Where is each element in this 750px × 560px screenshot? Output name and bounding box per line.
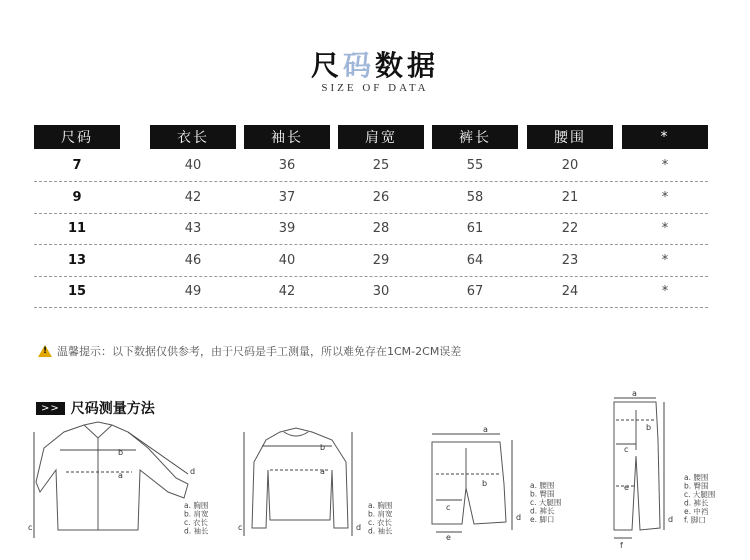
notice-text: 温馨提示：以下数据仅供参考，由于尺码是手工测量，所以难免存在1CM-2CM误差 — [57, 345, 462, 358]
table-header-cell: 袖长 — [244, 125, 330, 149]
table-cell: 28 — [372, 221, 390, 236]
legend-item: d. 袖长 — [368, 526, 393, 536]
table-row — [34, 276, 708, 308]
legend-item: e. 脚口 — [530, 515, 555, 524]
legend-item: d. 裤长 — [530, 506, 555, 516]
table-cell: 21 — [561, 189, 579, 205]
sweater-illustration — [252, 428, 348, 528]
legend-item: d. 裤长 — [684, 498, 709, 508]
page-subtitle: SIZE OF DATA — [321, 82, 429, 94]
table-header-cell: 裤长 — [432, 125, 518, 149]
table-cell: 23 — [561, 252, 579, 268]
table-cell: 26 — [372, 189, 390, 205]
legend-item: f. 脚口 — [684, 515, 706, 525]
label-d: d — [516, 513, 522, 522]
table-header-cell: * — [622, 125, 708, 149]
shorts-illustration — [432, 442, 506, 524]
table-cell: 22 — [561, 221, 579, 236]
table-cell: 55 — [466, 158, 484, 173]
label-f: f — [620, 541, 623, 550]
label-e: e — [624, 483, 629, 492]
table-cell: 40 — [278, 252, 296, 268]
table-cell: 30 — [372, 284, 390, 299]
table-cell: * — [661, 158, 669, 173]
table-cell: 7 — [72, 158, 82, 173]
legend-item: b. 臀围 — [684, 481, 709, 491]
label-d: d — [668, 515, 674, 524]
table-cell: * — [661, 284, 669, 299]
table-header-cell: 肩宽 — [338, 125, 424, 149]
table-cell: 39 — [278, 221, 296, 236]
table-cell: 20 — [561, 158, 579, 173]
legend-item: c. 大腿围 — [684, 490, 716, 499]
table-cell: 61 — [466, 221, 484, 236]
legend-item: c. 大腿围 — [530, 498, 562, 507]
table-row — [34, 245, 708, 277]
legend-item: d. 袖长 — [184, 526, 209, 536]
table-cell: 13 — [67, 252, 87, 268]
table-cell: 64 — [466, 252, 484, 268]
label-b: b — [482, 479, 488, 488]
label-a: a — [320, 467, 325, 476]
table-cell: * — [661, 252, 669, 268]
table-cell: 49 — [184, 284, 202, 299]
section-title: 尺码测量方法 — [70, 401, 155, 417]
table-cell: * — [661, 221, 669, 236]
table-row — [34, 213, 708, 245]
table-cell: 24 — [561, 284, 579, 299]
table-cell: 46 — [184, 252, 202, 268]
legend-item: a. 腰围 — [530, 481, 555, 490]
table-cell: 25 — [372, 158, 390, 173]
table-row — [34, 150, 708, 182]
section-tag: >> — [36, 402, 65, 415]
table-header-cell: 腰围 — [527, 125, 613, 149]
table-cell: 15 — [67, 284, 87, 299]
table-cell: 67 — [466, 284, 484, 299]
label-d: d — [190, 467, 196, 476]
warning-icon: ! — [38, 345, 52, 357]
table-header-cell: 衣长 — [150, 125, 236, 149]
table-header-cell: 尺码 — [34, 125, 120, 149]
page-title: 尺码数据 — [310, 49, 440, 82]
label-b: b — [118, 448, 124, 457]
label-b: b — [320, 443, 326, 452]
legend-item: b. 肩宽 — [184, 509, 209, 519]
legend-item: a. 胸围 — [368, 501, 393, 510]
legend-item: e. 中裆 — [684, 507, 709, 516]
table-cell: 42 — [184, 189, 202, 205]
legend-item: b. 臀围 — [530, 489, 555, 499]
shirt-illustration — [36, 422, 188, 530]
label-a: a — [483, 425, 488, 434]
table-cell: 29 — [372, 252, 390, 268]
table-row — [34, 182, 708, 214]
table-cell: 9 — [72, 189, 82, 205]
notice — [38, 343, 461, 359]
legend-item: c. 衣长 — [184, 518, 208, 527]
table-cell: 37 — [278, 189, 296, 205]
table-cell: * — [661, 189, 669, 205]
label-c: c — [238, 523, 243, 532]
legend-item: a. 腰围 — [684, 473, 709, 482]
table-cell: 42 — [278, 284, 296, 299]
label-e: e — [446, 533, 451, 542]
label-d: d — [356, 523, 362, 532]
label-a: a — [118, 471, 123, 480]
legend-item: a. 胸围 — [184, 501, 209, 510]
table-cell: 43 — [184, 221, 202, 236]
pants-illustration — [614, 402, 660, 530]
table-cell: 36 — [278, 158, 296, 173]
label-b: b — [646, 423, 652, 432]
label-a: a — [632, 389, 637, 398]
measure-section-header — [36, 398, 155, 418]
table-cell: 58 — [466, 189, 484, 205]
legend-item: c. 衣长 — [368, 518, 392, 527]
table-cell: 11 — [67, 221, 87, 236]
label-c: c — [28, 523, 33, 532]
legend-item: b. 肩宽 — [368, 509, 393, 519]
table-cell: 40 — [184, 158, 202, 173]
label-c: c — [446, 503, 451, 512]
label-c: c — [624, 445, 629, 454]
